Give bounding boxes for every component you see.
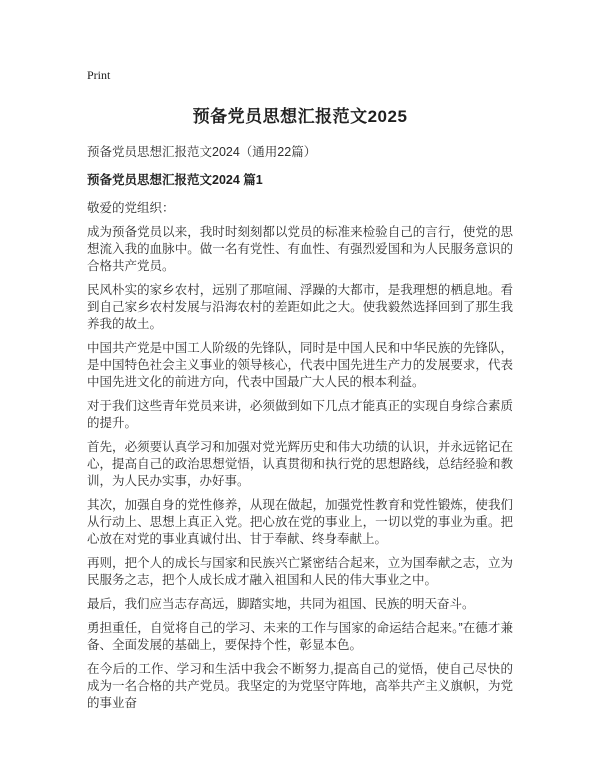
body-paragraph: 对于我们这些青年党员来讲，必须做到如下几点才能真正的实现自身综合素质的提升。 <box>87 399 513 430</box>
body-paragraph: 中国共产党是中国工人阶级的先锋队，同时是中国人民和中华民族的先锋队，是中国特色社会主义事业的领导核心，代表中国先进生产力的发展要求，代表中国先进文化的前进方向，代表中国最广大人民的根本利益。 <box>87 341 513 389</box>
body-paragraph: 勇担重任，自觉将自己的学习、未来的工作与国家的命运结合起来。”在德才兼备、全面发展的基础上，要保持个性，彰显本色。 <box>87 621 513 652</box>
page-title: 预备党员思想汇报范文2025 <box>192 107 408 126</box>
body-paragraph: 民风朴实的家乡农村，远别了那喧闹、浮躁的大都市，是我理想的栖息地。看到自己家乡农村发展与沿海农村的差距如此之大。使我毅然选择回到了那生我养我的故土。 <box>87 283 513 331</box>
body-paragraph: 再则，把个人的成长与国家和民族兴亡紧密结合起来，立为国奉献之志，立为民服务之志，把个人成长成才融入祖国和人民的伟大事业之中。 <box>87 556 513 587</box>
body-paragraph: 首先，必须要认真学习和加强对党光辉历史和伟大功绩的认识，并永远铭记在心，提高自己的政治思想觉悟，认真贯彻和执行党的思想路线，总结经验和教训，为人民办实事，办好事。 <box>87 440 513 488</box>
print-link[interactable]: Print <box>87 68 111 82</box>
salutation: 敬爱的党组织： <box>87 201 175 215</box>
section-heading: 预备党员思想汇报范文2024 篇1 <box>87 173 263 187</box>
subtitle: 预备党员思想汇报范文2024（通用22篇） <box>87 145 317 159</box>
body-paragraph: 其次，加强自身的党性修养，从现在做起，加强党性教育和党性锻炼，使我们从行动上、思想上真正入党。把心放在党的事业上，一切以党的事业为重。把心放在对党的事业真诚付出、甘于奉献、终身奉献上。 <box>87 498 513 546</box>
print-link-row <box>87 66 513 84</box>
body-paragraph: 在今后的工作、学习和生活中我会不断努力,提高自己的觉悟，使自己尽快的成为一名合格的共产党员。我坚定的为党坚守阵地，高举共产主义旗帜，为党的事业奋 <box>87 662 513 710</box>
body-paragraph: 最后，我们应当志存高远，脚踏实地，共同为祖国、民族的明天奋斗。 <box>87 597 475 611</box>
body-paragraph: 成为预备党员以来，我时时刻刻都以党员的标准来检验自己的言行，使党的思想流入我的血脉中。做一名有党性、有血性、有强烈爱国和为人民服务意识的合格共产党员。 <box>87 225 513 273</box>
